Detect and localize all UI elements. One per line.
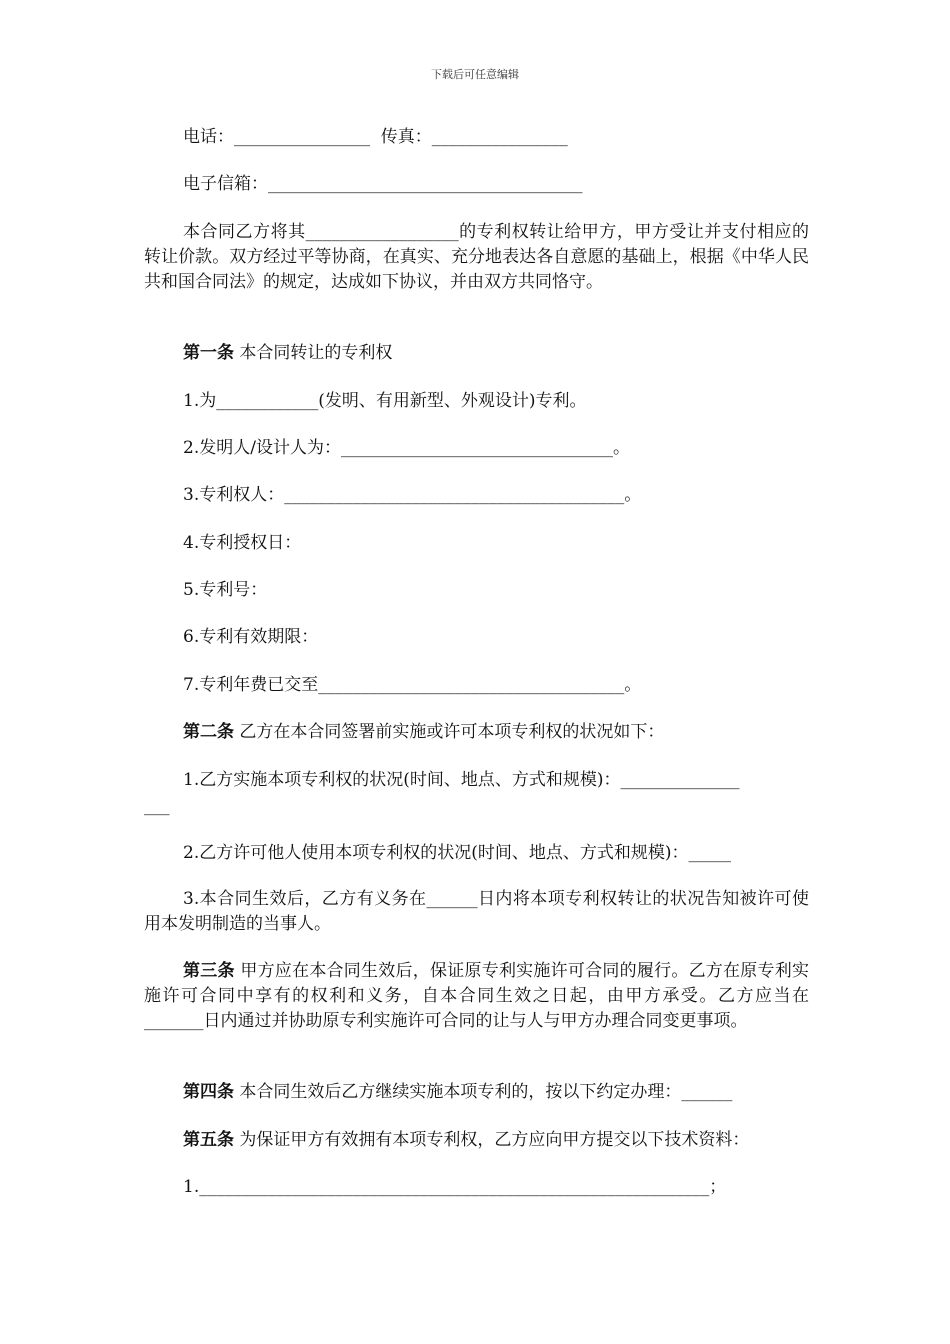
article4-line	[183, 1079, 732, 1105]
article1-heading: 本合同转让的专利权	[234, 343, 393, 363]
article4-title: 第四条	[183, 1082, 234, 1102]
article1-item-1: 1.为____________(发明、有用新型、外观设计)专利。	[183, 391, 587, 411]
page-header: 下载后可任意编辑	[431, 68, 519, 81]
article1-title: 第一条	[183, 343, 234, 363]
article3-text: 甲方应在本合同生效后，保证原专利实施许可合同的履行。乙方在原专利实施许可合同中享有的权利和义务，自本合同生效之日起，由甲方承受。乙方应当在_______日内通过并协助原专利实施许可合同的让与人与甲方办理合同变更事项。	[144, 961, 809, 1031]
article2-heading-line	[183, 719, 664, 745]
article1-heading-line	[183, 340, 392, 366]
phone-fax-line: 电话：________________ 传真：________________	[183, 127, 568, 147]
article3-paragraph	[144, 959, 809, 1034]
article1-item-5: 5.专利号：	[183, 580, 268, 600]
article5-text: 为保证甲方有效拥有本项专利权，乙方应向甲方提交以下技术资料：	[234, 1130, 750, 1150]
article5-heading-line	[183, 1127, 749, 1153]
article1-item-7: 7.专利年费已交至____________________________________。	[183, 675, 642, 695]
article4-text: 本合同生效后乙方继续实施本项专利的，按以下约定办理：______	[234, 1082, 733, 1102]
article2-item-1: 1.乙方实施本项专利权的状况(时间、地点、方式和规模)：______________	[183, 770, 740, 790]
intro-paragraph: 本合同乙方将其__________________的专利权转让给甲方，甲方受让并支付相应的转让价款。双方经过平等协商，在真实、充分地表达各自意愿的基础上，根据《中华人民共和国合同法》的规定，达成如下协议，并由双方共同恪守。	[144, 222, 809, 292]
article3-title: 第三条	[183, 961, 235, 981]
email-line: 电子信箱：_____________________________________	[183, 174, 583, 194]
article2-item-2: 2.乙方许可他人使用本项专利权的状况(时间、地点、方式和规模)：_____	[183, 843, 731, 863]
article1-item-4: 4.专利授权日：	[183, 533, 302, 553]
article5-item-1: 1.____________________________________________________________；	[183, 1177, 727, 1197]
article1-item-2: 2.发明人/设计人为：________________________________。	[183, 438, 630, 458]
article1-item-6: 6.专利有效期限：	[183, 627, 319, 647]
article5-title: 第五条	[183, 1130, 234, 1150]
article1-item-3: 3.专利权人：________________________________________。	[183, 485, 642, 505]
article2-title: 第二条	[183, 722, 234, 742]
article2-item-3: 3.本合同生效后，乙方有义务在______日内将本项专利权转让的状况告知被许可使用本发明制造的当事人。	[144, 889, 809, 934]
article2-item-1-tail: ___	[144, 796, 170, 816]
article2-heading: 乙方在本合同签署前实施或许可本项专利权的状况如下：	[234, 722, 665, 742]
